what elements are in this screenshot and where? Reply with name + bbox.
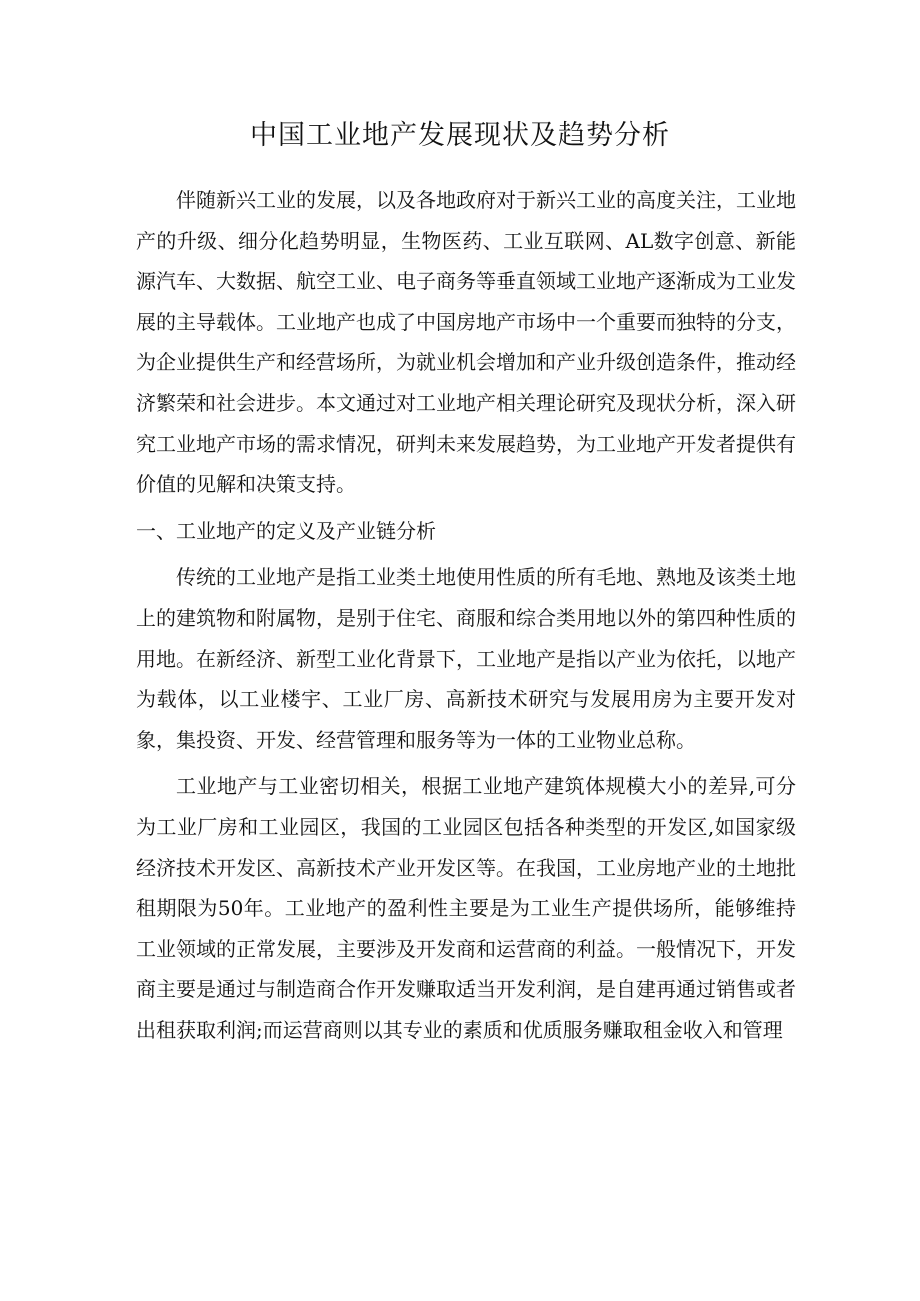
intro-paragraph: 伴随新兴工业的发展，以及各地政府对于新兴工业的高度关注，工业地产的升级、细分化趋势明显，生物医药、工业互联网、AL数字创意、新能源汽车、大数据、航空工业、电子商务等垂直领域工业地产逐渐成为工业发展的主导载体。工业地产也成了中国房地产市场中一个重要而独特的分支，为企业提供生产和经营场所，为就业机会增加和产业升级创造条件，推动经济繁荣和社会进步。本文通过对工业地产相关理论研究及现状分析，深入研究工业地产市场的需求情况，研判未来发展趋势，为工业地产开发者提供有价值的见解和决策支持。	[136, 188, 796, 497]
document-body	[136, 180, 796, 1056]
section-heading: 一、工业地产的定义及产业链分析	[136, 518, 436, 543]
section-paragraph-classification: 工业地产与工业密切相关，根据工业地产建筑体规模大小的差异,可分为工业厂房和工业园区，我国的工业园区包括各种类型的开发区,如国家级经济技术开发区、高新技术产业开发区等。在我国，工业房地产业的土地批租期限为50年。工业地产的盈利性主要是为工业生产提供场所，能够维持工业领域的正常发展，主要涉及开发商和运营商的利益。一般情况下，开发商主要是通过与制造商合作开发赚取适当开发利润，是自建再通过销售或者出租获取利润;而运营商则以其专业的素质和优质服务赚取租金收入和管理	[136, 774, 796, 1042]
document-title: 中国工业地产发展现状及趋势分析	[250, 120, 670, 151]
section-paragraph-definition: 传统的工业地产是指工业类土地使用性质的所有毛地、熟地及该类土地上的建筑物和附属物，是别于住宅、商服和综合类用地以外的第四种性质的用地。在新经济、新型工业化背景下，工业地产是指以产业为依托，以地产为载体，以工业楼宇、工业厂房、高新技术研究与发展用房为主要开发对象，集投资、开发、经营管理和服务等为一体的工业物业总称。	[136, 565, 796, 752]
